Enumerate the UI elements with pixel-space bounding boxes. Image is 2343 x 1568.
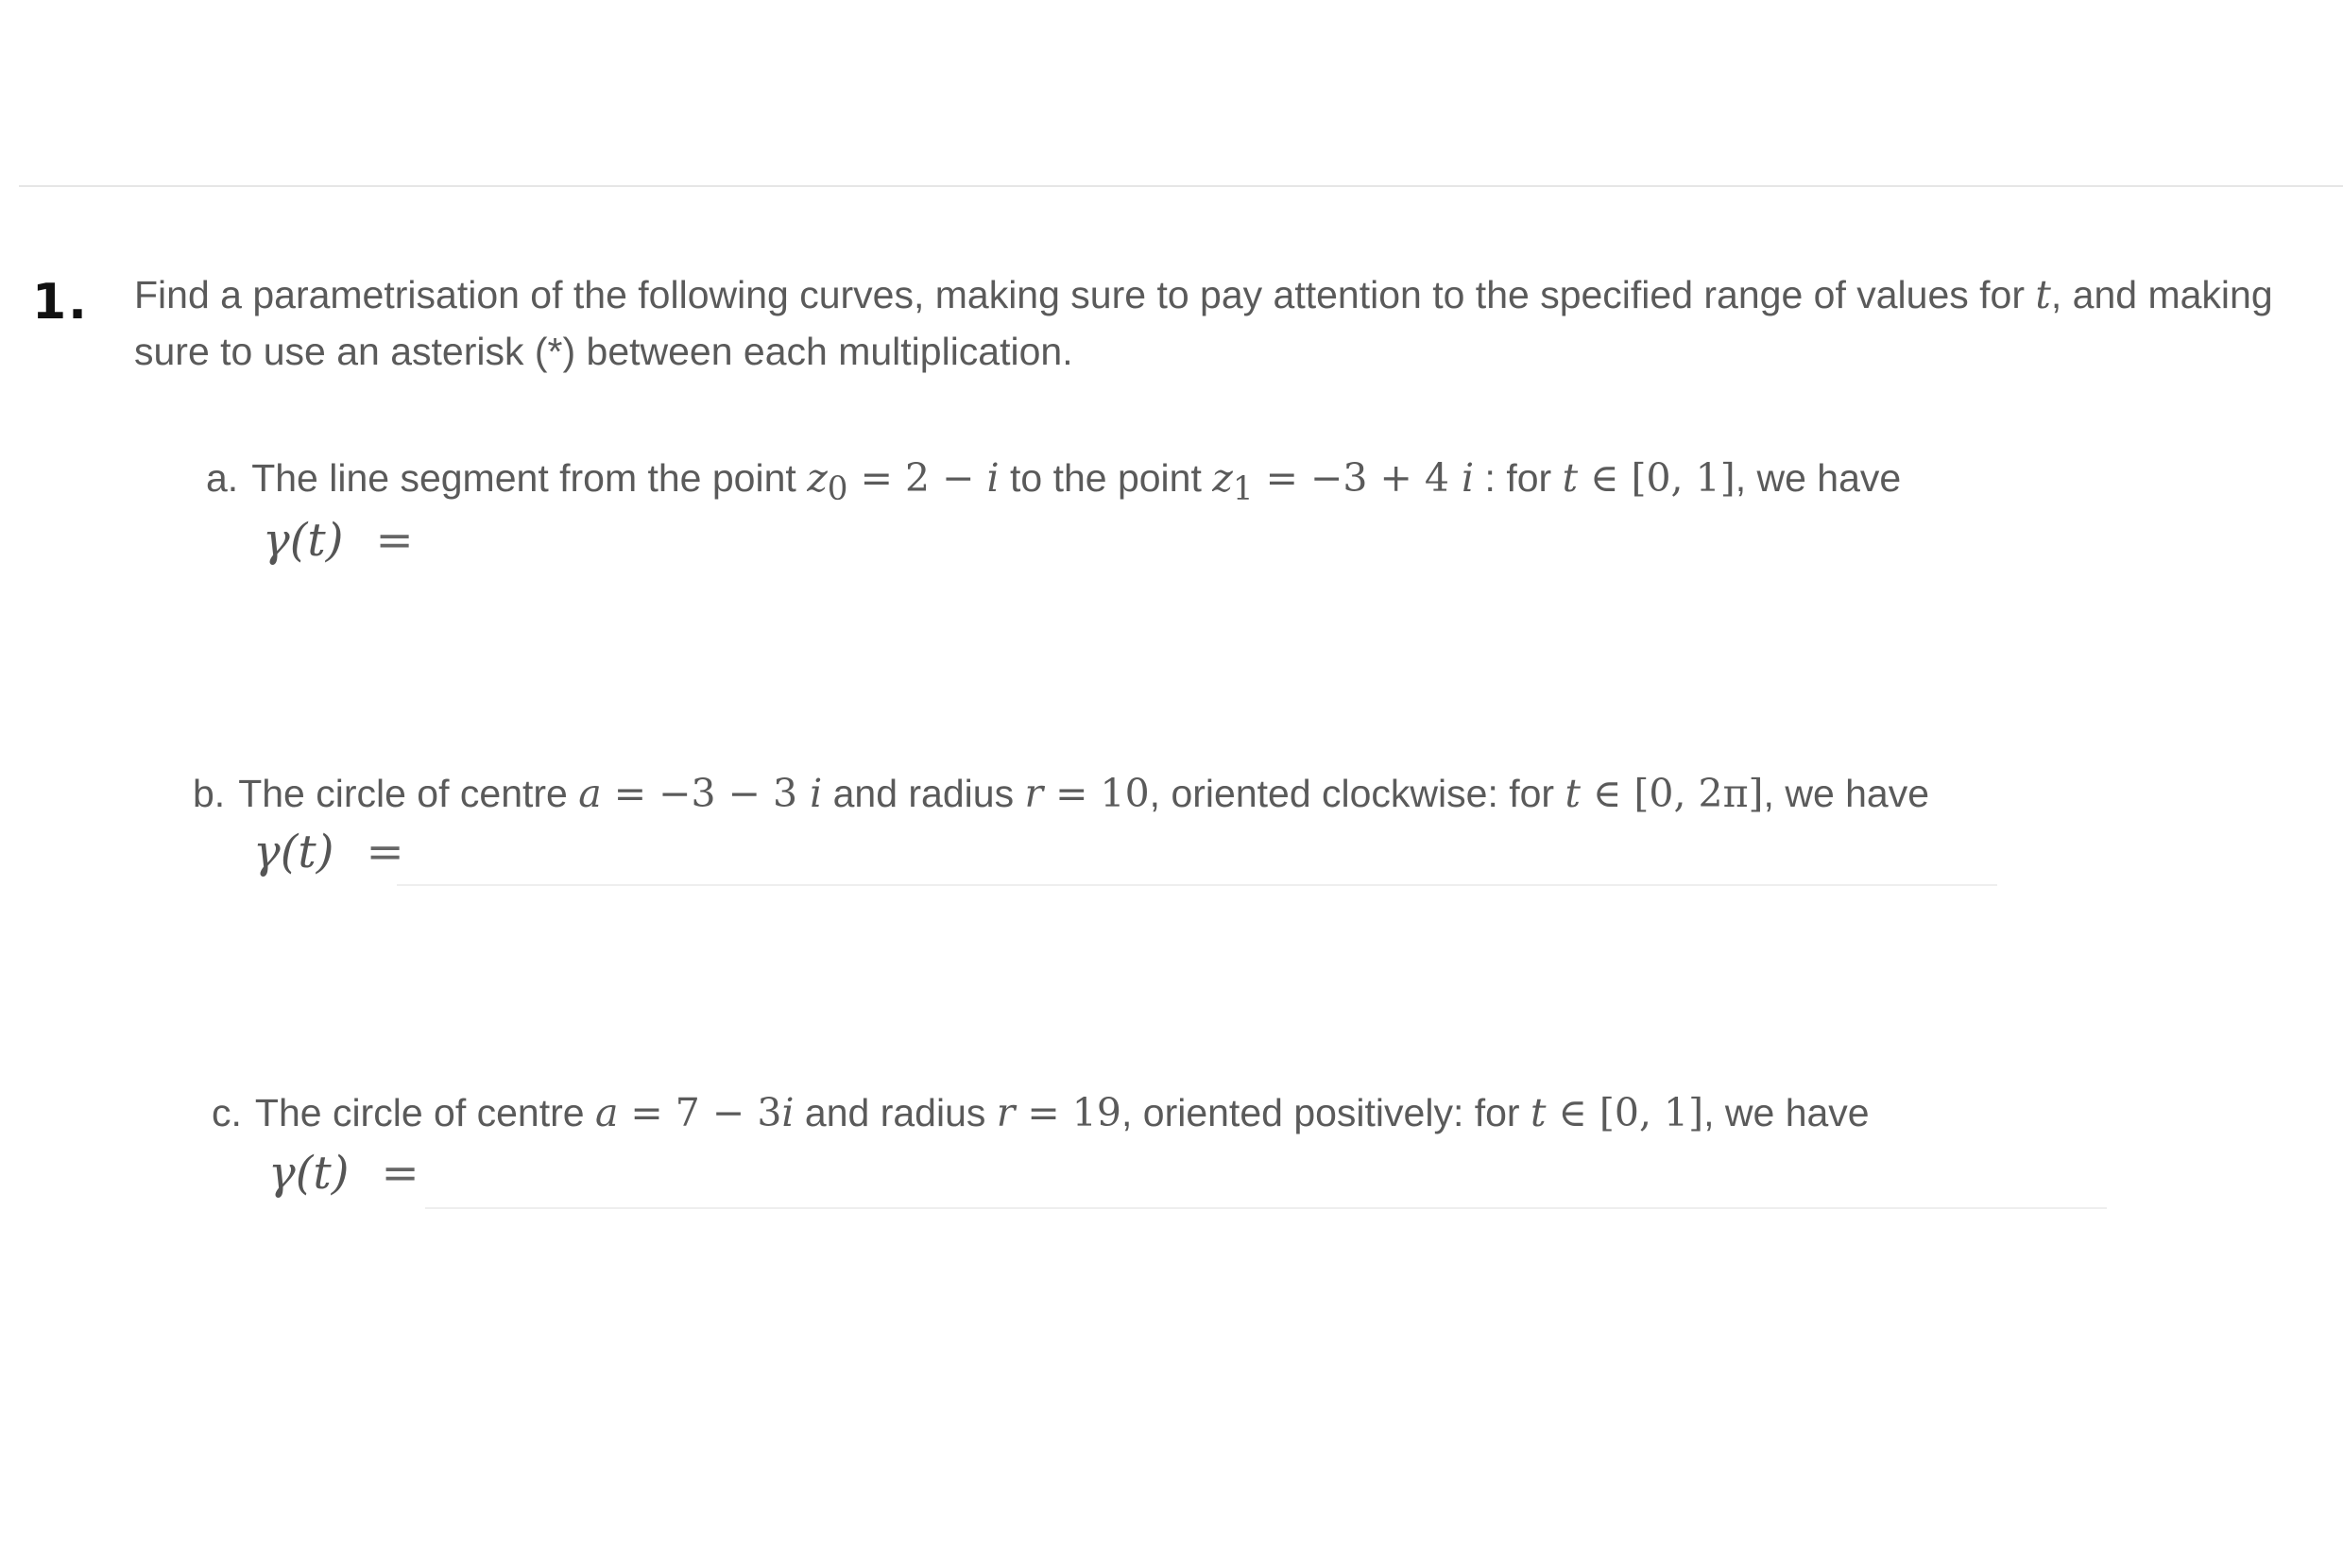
question-instructions (134, 266, 2335, 380)
part-b-gamma-label (253, 826, 404, 878)
part-b-range: ∈ [0, 2π] (1580, 771, 1764, 816)
part-a-text-3: : for (1474, 456, 1563, 500)
part-a-z1-subscript: 1 (1232, 470, 1254, 509)
part-b-text-2: and radius (822, 772, 1025, 815)
part-b-text-4: , we have (1763, 772, 1930, 815)
part-a-i-1: i (986, 455, 1000, 501)
part-a-z0-symbol: z (807, 455, 828, 501)
part-a-text-4: , we have (1735, 456, 1902, 500)
part-a-i-2: i (1462, 455, 1475, 501)
part-a-z1-symbol: z (1212, 455, 1233, 501)
part-a-equals: = (375, 514, 414, 567)
instructions-var-t: t (2035, 272, 2051, 317)
part-a-answer-input[interactable] (416, 518, 1978, 574)
part-b-text-1: The circle of centre (238, 772, 579, 815)
part-c-letter: c. (212, 1091, 242, 1134)
part-c-range: ∈ [0, 1] (1546, 1090, 1704, 1135)
part-a-letter: a. (206, 456, 239, 500)
part-c-text-1: The circle of centre (254, 1091, 595, 1134)
part-a-prompt (206, 450, 1901, 518)
part-a-text-1: The line segment from the point (251, 456, 808, 500)
part-c-a-symbol: a (594, 1090, 619, 1135)
part-b-t: t (1565, 771, 1581, 816)
part-b-a-symbol: a (578, 771, 602, 816)
part-a-gamma: γ(t) (263, 514, 344, 567)
part-b-r-value: = 10 (1043, 771, 1150, 816)
part-c-gamma: γ(t) (268, 1147, 350, 1200)
top-divider (19, 185, 2343, 187)
part-a-text-2: to the point (999, 456, 1213, 500)
part-a-z1-value: = −3 + 4 (1253, 455, 1462, 501)
part-b-a-value: = −3 − 3 (601, 771, 811, 816)
part-c-t: t (1530, 1090, 1547, 1135)
part-c-r-symbol: r (996, 1090, 1016, 1135)
part-c-prompt (212, 1084, 1870, 1141)
part-c-a-value: = 7 − 3 (618, 1090, 782, 1135)
part-a-z0-subscript: 0 (827, 470, 848, 509)
part-b-equals: = (366, 826, 404, 878)
part-c-text-2: and radius (794, 1091, 997, 1134)
instructions-text-2: , and making sure to use an asterisk (*) between each multiplication. (134, 273, 2273, 373)
part-c-gamma-label (268, 1147, 419, 1200)
part-c-r-value: = 19 (1015, 1090, 1121, 1135)
part-c-text-3: , oriented positively: for (1120, 1091, 1531, 1134)
part-b-answer-input[interactable] (397, 827, 1997, 886)
part-b-i: i (810, 771, 823, 816)
part-c-i: i (781, 1090, 795, 1135)
part-c-answer-input[interactable] (425, 1149, 2107, 1209)
part-b-text-3: , oriented clockwise: for (1149, 772, 1565, 815)
part-b-r-symbol: r (1024, 771, 1044, 816)
question-number: 1. (32, 274, 89, 331)
part-c-text-4: , we have (1703, 1091, 1870, 1134)
part-a-t: t (1562, 455, 1579, 501)
part-c-equals: = (381, 1147, 419, 1200)
part-a-gamma-label (263, 514, 414, 567)
instructions-text-1: Find a parametrisation of the following curves, making sure to pay attention to the specified range of values for (134, 273, 2036, 316)
part-b-gamma: γ(t) (253, 826, 334, 878)
part-a-z0-value: = 2 − (847, 455, 987, 501)
part-b-letter: b. (193, 772, 226, 815)
part-a-range: ∈ [0, 1] (1578, 455, 1736, 501)
part-b-prompt (193, 765, 1929, 822)
